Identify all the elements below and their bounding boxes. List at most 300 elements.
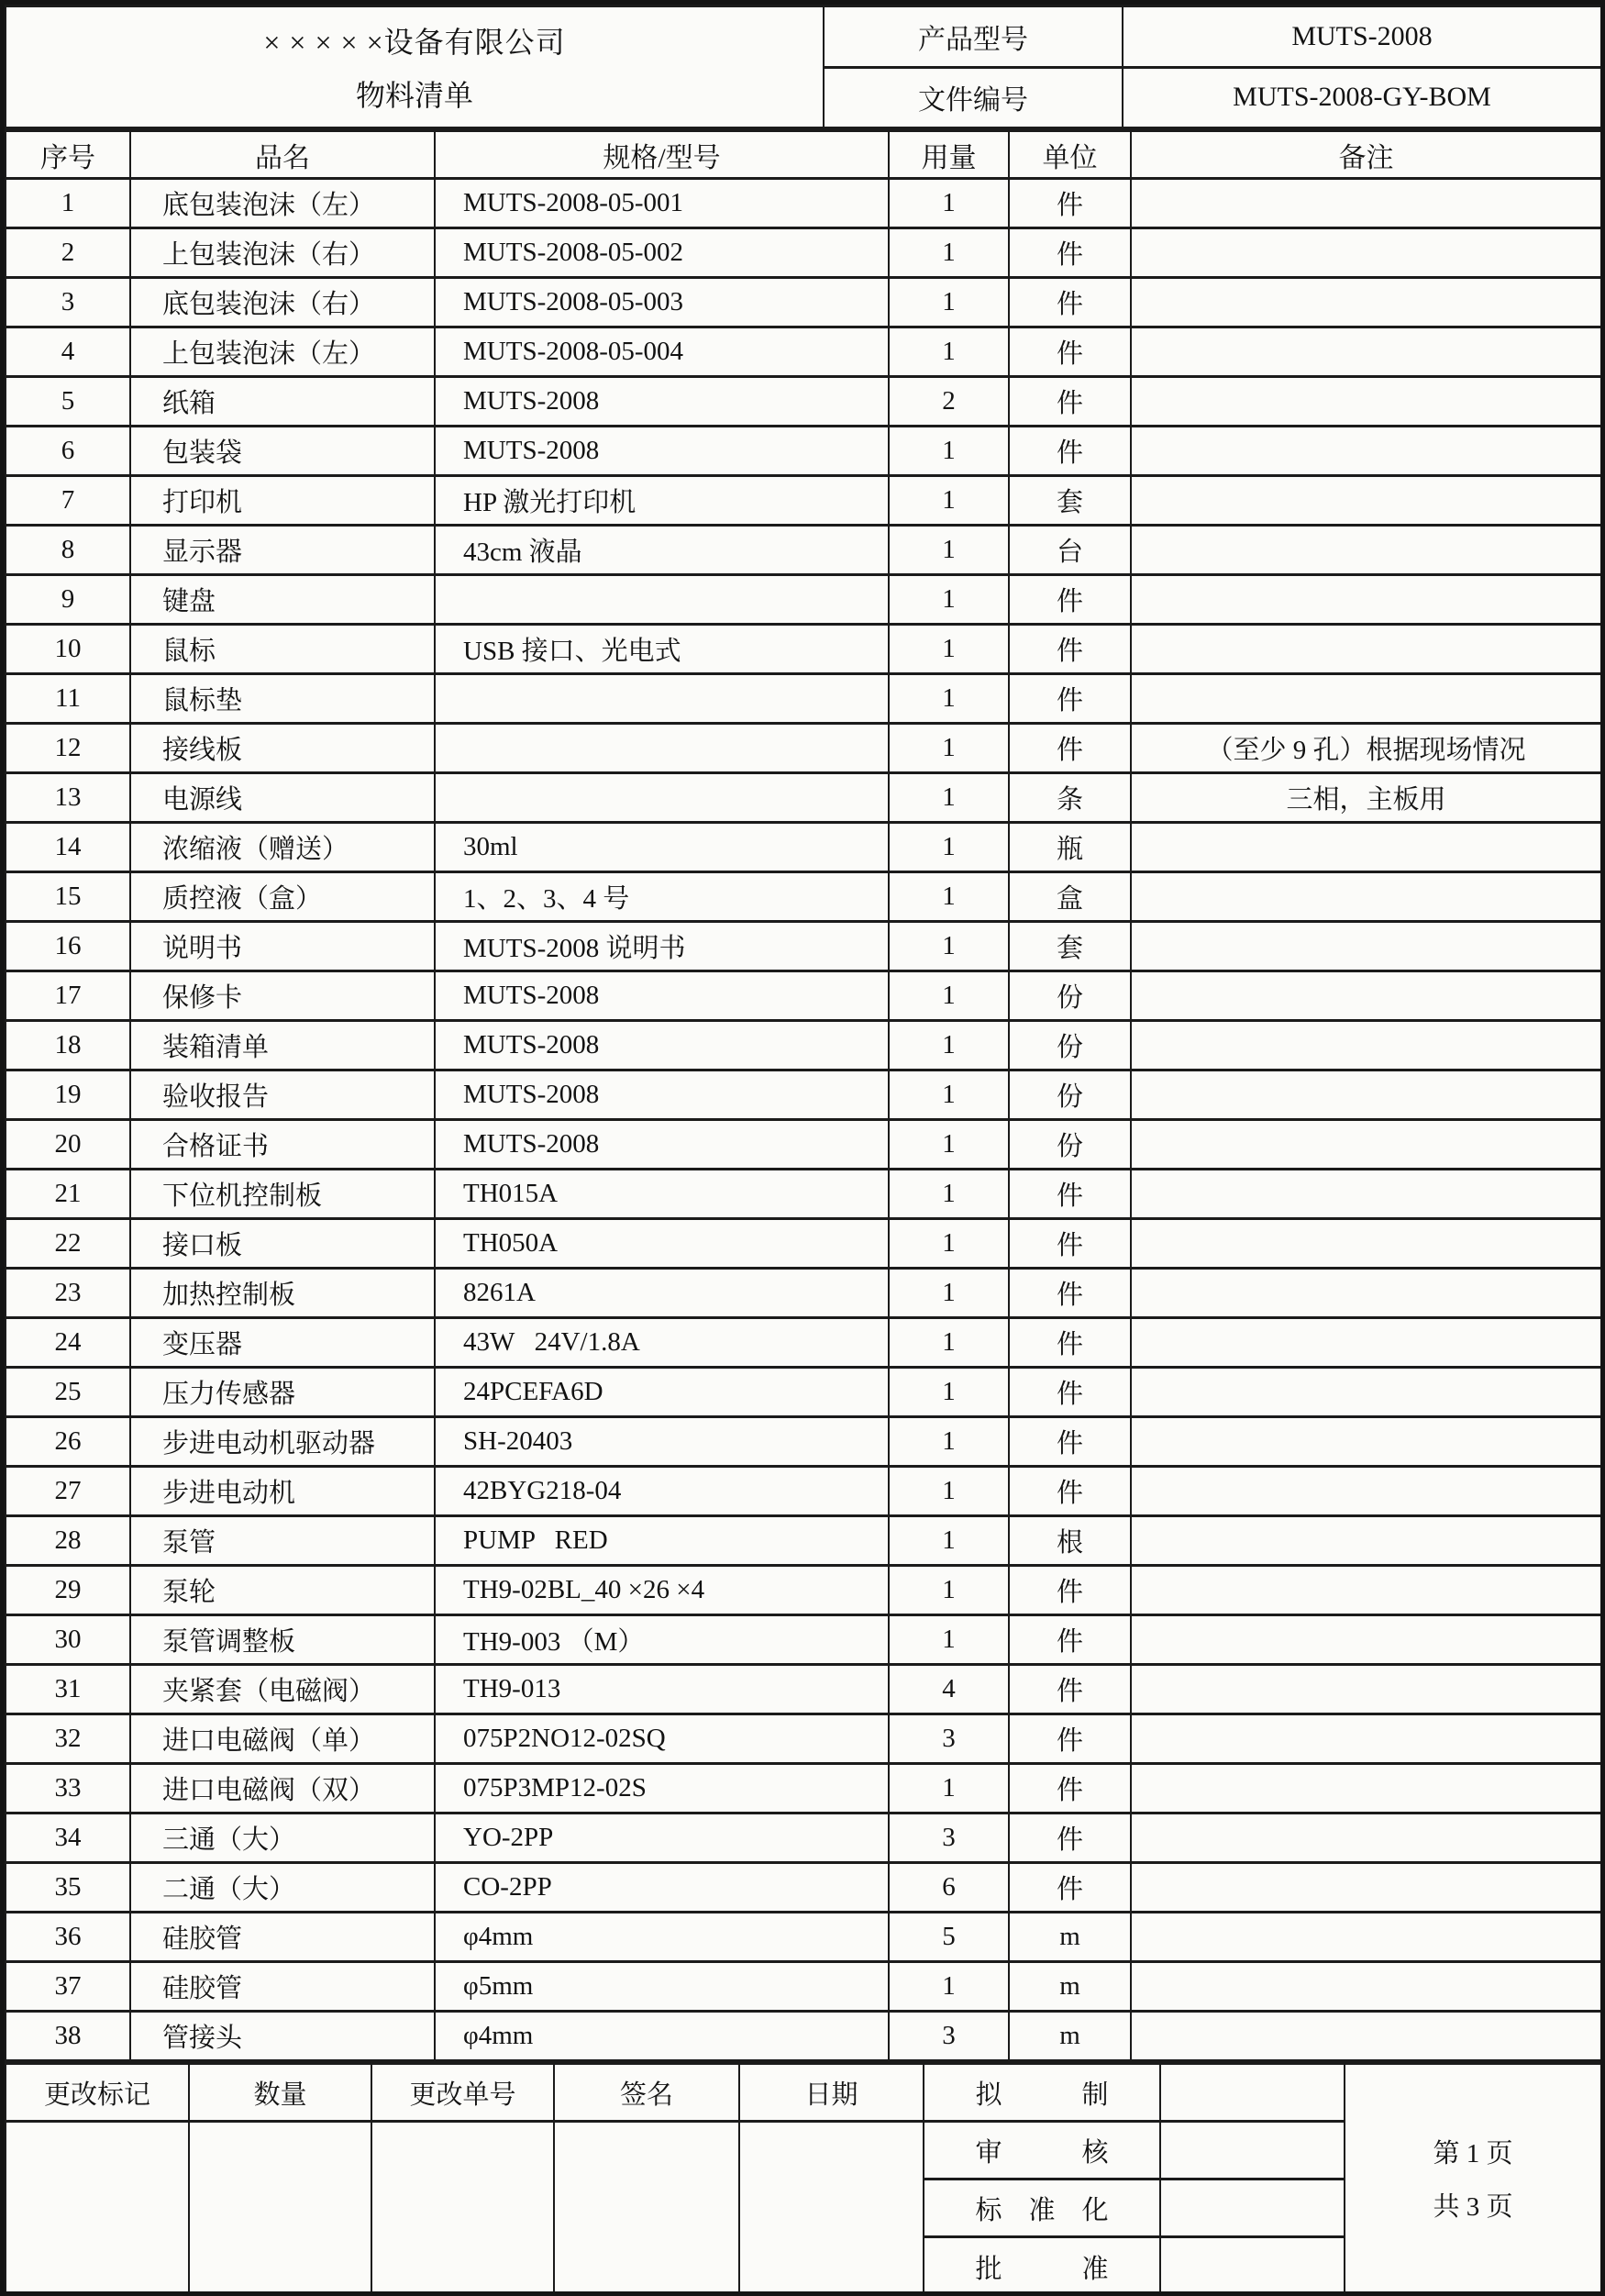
cell-spec: MUTS-2008 [435, 1120, 889, 1170]
cell-spec: MUTS-2008-05-002 [435, 228, 889, 278]
table-row [6, 526, 1601, 575]
cell-name: 保修卡 [130, 971, 435, 1021]
table-row [6, 1021, 1601, 1070]
cell-name: 下位机控制板 [130, 1170, 435, 1219]
table-row [6, 1863, 1601, 1913]
cell-name: 打印机 [130, 476, 435, 526]
cell-index: 26 [6, 1417, 130, 1467]
date-cell [739, 2122, 924, 2296]
cell-unit: 套 [1009, 922, 1131, 971]
cell-spec: 075P2NO12-02SQ [435, 1714, 889, 1764]
cell-remark [1131, 922, 1601, 971]
column-header-qty: 用量 [889, 131, 1009, 179]
cell-index: 28 [6, 1516, 130, 1566]
table-row [6, 1566, 1601, 1615]
cell-unit: 份 [1009, 1070, 1131, 1120]
column-header-name: 品名 [130, 131, 435, 179]
cell-name: 质控液（盒） [130, 872, 435, 922]
table-row [6, 377, 1601, 427]
table-row [6, 625, 1601, 674]
signature-header: 签名 [554, 2064, 739, 2122]
cell-qty: 1 [889, 1467, 1009, 1516]
cell-name: 合格证书 [130, 1120, 435, 1170]
cell-qty: 3 [889, 1714, 1009, 1764]
cell-unit: 份 [1009, 1120, 1131, 1170]
cell-qty: 1 [889, 1070, 1009, 1120]
cell-index: 8 [6, 526, 130, 575]
cell-qty: 4 [889, 1665, 1009, 1714]
review-signature-cell [1160, 2122, 1345, 2180]
cell-remark [1131, 872, 1601, 922]
cell-qty: 1 [889, 476, 1009, 526]
table-row [6, 1368, 1601, 1417]
table-row [6, 922, 1601, 971]
cell-unit: 件 [1009, 1417, 1131, 1467]
cell-name: 泵轮 [130, 1566, 435, 1615]
cell-index: 32 [6, 1714, 130, 1764]
cell-remark [1131, 1814, 1601, 1863]
cell-name: 硅胶管 [130, 1962, 435, 2012]
cell-name: 接口板 [130, 1219, 435, 1269]
cell-spec [435, 575, 889, 625]
cell-index: 9 [6, 575, 130, 625]
cell-unit: 件 [1009, 1170, 1131, 1219]
cell-unit: 件 [1009, 1368, 1131, 1417]
cell-name: 进口电磁阀（单） [130, 1714, 435, 1764]
cell-index: 20 [6, 1120, 130, 1170]
cell-spec: MUTS-2008-05-004 [435, 327, 889, 377]
cell-index: 16 [6, 922, 130, 971]
cell-remark [1131, 1318, 1601, 1368]
cell-name: 底包装泡沫（右） [130, 278, 435, 327]
cell-unit: 件 [1009, 179, 1131, 228]
cell-spec: TH9-013 [435, 1665, 889, 1714]
cell-index: 4 [6, 327, 130, 377]
cell-unit: m [1009, 1913, 1131, 1962]
company-name: × × × × ×设备有限公司 [263, 25, 566, 59]
cell-index: 30 [6, 1615, 130, 1665]
draft-signature-cell [1160, 2064, 1345, 2122]
cell-unit: 件 [1009, 1467, 1131, 1516]
column-header-remark: 备注 [1131, 131, 1601, 179]
table-row [6, 1913, 1601, 1962]
cell-index: 23 [6, 1269, 130, 1318]
cell-index: 19 [6, 1070, 130, 1120]
product-model-label: 产品型号 [824, 6, 1123, 68]
cell-qty: 1 [889, 1368, 1009, 1417]
file-number-label: 文件编号 [824, 67, 1123, 128]
cell-qty: 1 [889, 1566, 1009, 1615]
cell-spec: PUMP RED [435, 1516, 889, 1566]
cell-name: 浓缩液（赠送） [130, 823, 435, 872]
approve-signature-cell [1160, 2237, 1345, 2296]
cell-name: 进口电磁阀（双） [130, 1764, 435, 1814]
cell-remark [1131, 575, 1601, 625]
cell-qty: 1 [889, 1417, 1009, 1467]
cell-spec: SH-20403 [435, 1417, 889, 1467]
cell-unit: 根 [1009, 1516, 1131, 1566]
cell-remark [1131, 1368, 1601, 1417]
cell-qty: 1 [889, 327, 1009, 377]
cell-spec: φ4mm [435, 2012, 889, 2061]
table-row [6, 1318, 1601, 1368]
cell-remark [1131, 1764, 1601, 1814]
approval-label-approve: 批准 [924, 2237, 1160, 2296]
approval-label-standardization: 标准化 [924, 2180, 1160, 2237]
change-record-table [5, 2062, 1602, 2296]
cell-index: 7 [6, 476, 130, 526]
cell-index: 12 [6, 724, 130, 773]
cell-qty: 1 [889, 427, 1009, 476]
cell-name: 鼠标 [130, 625, 435, 674]
table-row [6, 724, 1601, 773]
file-number-value: MUTS-2008-GY-BOM [1123, 67, 1601, 128]
column-header-spec: 规格/型号 [435, 131, 889, 179]
cell-name: 电源线 [130, 773, 435, 823]
cell-remark [1131, 1863, 1601, 1913]
cell-spec: MUTS-2008-05-001 [435, 179, 889, 228]
cell-index: 27 [6, 1467, 130, 1516]
cell-index: 35 [6, 1863, 130, 1913]
table-row [6, 872, 1601, 922]
cell-unit: 件 [1009, 1615, 1131, 1665]
cell-remark [1131, 377, 1601, 427]
cell-unit: 份 [1009, 1021, 1131, 1070]
cell-index: 14 [6, 823, 130, 872]
cell-remark [1131, 278, 1601, 327]
change-mark-header: 更改标记 [6, 2064, 189, 2122]
table-row [6, 823, 1601, 872]
cell-index: 3 [6, 278, 130, 327]
cell-spec: MUTS-2008-05-003 [435, 278, 889, 327]
table-row [6, 228, 1601, 278]
cell-name: 压力传感器 [130, 1368, 435, 1417]
cell-unit: 盒 [1009, 872, 1131, 922]
table-row [6, 1467, 1601, 1516]
cell-unit: 件 [1009, 1714, 1131, 1764]
cell-qty: 1 [889, 823, 1009, 872]
cell-qty: 1 [889, 179, 1009, 228]
cell-qty: 1 [889, 1764, 1009, 1814]
table-row [6, 575, 1601, 625]
cell-unit: 件 [1009, 1269, 1131, 1318]
cell-remark [1131, 327, 1601, 377]
cell-name: 步进电动机 [130, 1467, 435, 1516]
cell-unit: 件 [1009, 1219, 1131, 1269]
standardization-signature-cell [1160, 2180, 1345, 2237]
cell-spec: φ4mm [435, 1913, 889, 1962]
cell-index: 24 [6, 1318, 130, 1368]
page-total: 共 3 页 [1433, 2192, 1513, 2222]
cell-name: 步进电动机驱动器 [130, 1417, 435, 1467]
cell-remark [1131, 228, 1601, 278]
bom-table [5, 129, 1602, 2062]
cell-remark [1131, 1665, 1601, 1714]
cell-remark [1131, 1615, 1601, 1665]
cell-spec: 30ml [435, 823, 889, 872]
cell-unit: 件 [1009, 1764, 1131, 1814]
cell-remark [1131, 2012, 1601, 2061]
cell-index: 25 [6, 1368, 130, 1417]
cell-unit: 份 [1009, 971, 1131, 1021]
cell-qty: 1 [889, 1120, 1009, 1170]
cell-index: 18 [6, 1021, 130, 1070]
cell-index: 17 [6, 971, 130, 1021]
cell-remark [1131, 1070, 1601, 1120]
cell-remark [1131, 1566, 1601, 1615]
cell-remark [1131, 1170, 1601, 1219]
cell-name: 夹紧套（电磁阀） [130, 1665, 435, 1714]
cell-name: 底包装泡沫（左） [130, 179, 435, 228]
table-row [6, 773, 1601, 823]
cell-spec: TH015A [435, 1170, 889, 1219]
cell-spec: HP 激光打印机 [435, 476, 889, 526]
cell-qty: 1 [889, 1516, 1009, 1566]
table-row [6, 327, 1601, 377]
cell-spec: CO-2PP [435, 1863, 889, 1913]
cell-name: 接线板 [130, 724, 435, 773]
table-header-row [6, 131, 1601, 179]
cell-unit: 件 [1009, 724, 1131, 773]
cell-qty: 6 [889, 1863, 1009, 1913]
cell-remark [1131, 1120, 1601, 1170]
cell-qty: 1 [889, 724, 1009, 773]
cell-remark [1131, 476, 1601, 526]
cell-unit: m [1009, 1962, 1131, 2012]
cell-name: 上包装泡沫（右） [130, 228, 435, 278]
cell-spec: 43cm 液晶 [435, 526, 889, 575]
cell-name: 装箱清单 [130, 1021, 435, 1070]
cell-qty: 3 [889, 2012, 1009, 2061]
cell-index: 38 [6, 2012, 130, 2061]
cell-remark: 三相，主板用 [1131, 773, 1601, 823]
cell-name: 包装袋 [130, 427, 435, 476]
cell-unit: m [1009, 2012, 1131, 2061]
document-title: 物料清单 [355, 79, 473, 113]
cell-index: 37 [6, 1962, 130, 2012]
cell-spec: TH050A [435, 1219, 889, 1269]
cell-remark [1131, 971, 1601, 1021]
cell-qty: 1 [889, 1219, 1009, 1269]
cell-remark [1131, 1516, 1601, 1566]
cell-unit: 件 [1009, 674, 1131, 724]
cell-spec: MUTS-2008 说明书 [435, 922, 889, 971]
date-header: 日期 [739, 2064, 924, 2122]
table-row [6, 674, 1601, 724]
cell-unit: 瓶 [1009, 823, 1131, 872]
cell-qty: 1 [889, 922, 1009, 971]
cell-index: 5 [6, 377, 130, 427]
change-order-cell [371, 2122, 554, 2296]
cell-qty: 1 [889, 1021, 1009, 1070]
cell-spec: TH9-02BL_40 ×26 ×4 [435, 1566, 889, 1615]
cell-index: 15 [6, 872, 130, 922]
document-header-table [5, 5, 1602, 129]
cell-name: 二通（大） [130, 1863, 435, 1913]
table-row [6, 1764, 1601, 1814]
cell-remark [1131, 1714, 1601, 1764]
cell-name: 加热控制板 [130, 1269, 435, 1318]
cell-spec: 24PCEFA6D [435, 1368, 889, 1417]
table-row [6, 1170, 1601, 1219]
cell-remark [1131, 1219, 1601, 1269]
cell-qty: 1 [889, 625, 1009, 674]
table-row [6, 1814, 1601, 1863]
cell-spec: 43W 24V/1.8A [435, 1318, 889, 1368]
cell-index: 1 [6, 179, 130, 228]
cell-unit: 条 [1009, 773, 1131, 823]
company-title-cell [6, 6, 824, 128]
cell-qty: 3 [889, 1814, 1009, 1863]
cell-spec: MUTS-2008 [435, 427, 889, 476]
cell-index: 34 [6, 1814, 130, 1863]
cell-spec: MUTS-2008 [435, 1021, 889, 1070]
table-row [6, 1070, 1601, 1120]
cell-spec: 42BYG218-04 [435, 1467, 889, 1516]
cell-remark [1131, 179, 1601, 228]
table-row [6, 278, 1601, 327]
cell-qty: 5 [889, 1913, 1009, 1962]
cell-spec: MUTS-2008 [435, 377, 889, 427]
cell-spec: TH9-003 （M） [435, 1615, 889, 1665]
cell-name: 键盘 [130, 575, 435, 625]
cell-qty: 1 [889, 1318, 1009, 1368]
cell-remark [1131, 823, 1601, 872]
cell-unit: 件 [1009, 228, 1131, 278]
cell-qty: 1 [889, 526, 1009, 575]
cell-index: 22 [6, 1219, 130, 1269]
table-row [6, 1962, 1601, 2012]
cell-unit: 件 [1009, 427, 1131, 476]
cell-qty: 1 [889, 971, 1009, 1021]
cell-spec: 075P3MP12-02S [435, 1764, 889, 1814]
cell-index: 10 [6, 625, 130, 674]
cell-index: 36 [6, 1913, 130, 1962]
cell-qty: 1 [889, 674, 1009, 724]
cell-spec: 8261A [435, 1269, 889, 1318]
cell-unit: 件 [1009, 1318, 1131, 1368]
cell-qty: 1 [889, 872, 1009, 922]
cell-name: 泵管 [130, 1516, 435, 1566]
cell-spec: φ5mm [435, 1962, 889, 2012]
cell-qty: 1 [889, 773, 1009, 823]
cell-name: 验收报告 [130, 1070, 435, 1120]
table-row [6, 1269, 1601, 1318]
cell-qty: 1 [889, 1170, 1009, 1219]
cell-index: 2 [6, 228, 130, 278]
cell-unit: 件 [1009, 377, 1131, 427]
change-qty-cell [189, 2122, 371, 2296]
page-number: 第 1 页 [1433, 2139, 1513, 2168]
cell-remark: （至少 9 孔）根据现场情况 [1131, 724, 1601, 773]
cell-remark [1131, 1467, 1601, 1516]
cell-name: 鼠标垫 [130, 674, 435, 724]
table-row [6, 1417, 1601, 1467]
cell-spec [435, 724, 889, 773]
change-mark-cell [6, 2122, 189, 2296]
cell-remark [1131, 674, 1601, 724]
cell-remark [1131, 1962, 1601, 2012]
bom-table-body [6, 179, 1601, 2061]
cell-spec [435, 773, 889, 823]
cell-unit: 件 [1009, 327, 1131, 377]
page-info [1345, 2064, 1601, 2296]
cell-unit: 件 [1009, 575, 1131, 625]
change-qty-header: 数量 [189, 2064, 371, 2122]
cell-spec: YO-2PP [435, 1814, 889, 1863]
cell-qty: 1 [889, 1615, 1009, 1665]
cell-index: 29 [6, 1566, 130, 1615]
column-header-index: 序号 [6, 131, 130, 179]
cell-qty: 1 [889, 228, 1009, 278]
cell-name: 变压器 [130, 1318, 435, 1368]
cell-qty: 1 [889, 575, 1009, 625]
cell-unit: 件 [1009, 625, 1131, 674]
cell-name: 显示器 [130, 526, 435, 575]
table-row [6, 1120, 1601, 1170]
approval-label-review: 审核 [924, 2122, 1160, 2180]
cell-index: 21 [6, 1170, 130, 1219]
cell-remark [1131, 427, 1601, 476]
cell-name: 说明书 [130, 922, 435, 971]
cell-unit: 件 [1009, 1814, 1131, 1863]
table-row [6, 1615, 1601, 1665]
table-row [6, 1516, 1601, 1566]
cell-spec: MUTS-2008 [435, 971, 889, 1021]
cell-remark [1131, 526, 1601, 575]
cell-name: 硅胶管 [130, 1913, 435, 1962]
table-row [6, 1219, 1601, 1269]
cell-remark [1131, 625, 1601, 674]
cell-index: 33 [6, 1764, 130, 1814]
cell-remark [1131, 1021, 1601, 1070]
table-row [6, 1714, 1601, 1764]
cell-unit: 件 [1009, 1566, 1131, 1615]
cell-index: 11 [6, 674, 130, 724]
cell-qty: 1 [889, 1962, 1009, 2012]
cell-index: 13 [6, 773, 130, 823]
cell-unit: 件 [1009, 1863, 1131, 1913]
cell-unit: 件 [1009, 1665, 1131, 1714]
cell-remark [1131, 1269, 1601, 1318]
cell-qty: 2 [889, 377, 1009, 427]
cell-index: 6 [6, 427, 130, 476]
cell-unit: 套 [1009, 476, 1131, 526]
cell-spec: 1、2、3、4 号 [435, 872, 889, 922]
table-row [6, 427, 1601, 476]
table-row [6, 2012, 1601, 2061]
cell-name: 纸箱 [130, 377, 435, 427]
cell-spec: MUTS-2008 [435, 1070, 889, 1120]
signature-cell [554, 2122, 739, 2296]
cell-name: 三通（大） [130, 1814, 435, 1863]
cell-spec [435, 674, 889, 724]
table-row [6, 476, 1601, 526]
cell-qty: 1 [889, 1269, 1009, 1318]
cell-unit: 件 [1009, 278, 1131, 327]
cell-spec: USB 接口、光电式 [435, 625, 889, 674]
cell-unit: 台 [1009, 526, 1131, 575]
cell-name: 管接头 [130, 2012, 435, 2061]
cell-remark [1131, 1417, 1601, 1467]
column-header-unit: 单位 [1009, 131, 1131, 179]
cell-remark [1131, 1913, 1601, 1962]
table-row [6, 179, 1601, 228]
table-row [6, 1665, 1601, 1714]
cell-name: 上包装泡沫（左） [130, 327, 435, 377]
table-row [6, 971, 1601, 1021]
cell-name: 泵管调整板 [130, 1615, 435, 1665]
